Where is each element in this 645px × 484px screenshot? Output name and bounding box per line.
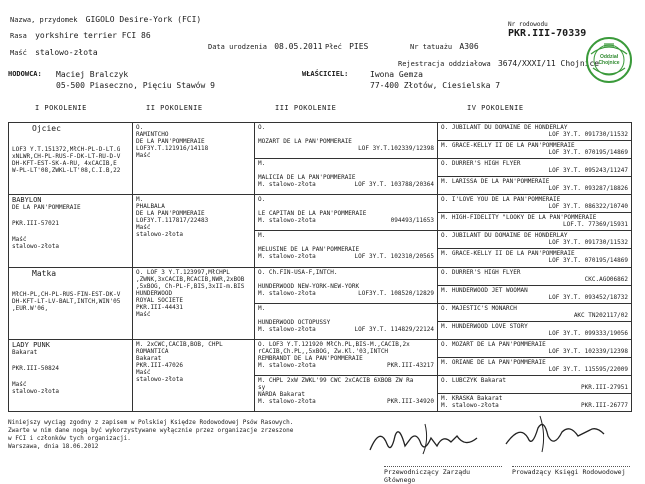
ancestor-line: Maść <box>12 236 27 244</box>
registration-number: LOF 3Y.T.102339/12398 <box>358 145 434 152</box>
ancestor-line: ,EUR.W'06, <box>12 304 49 312</box>
breed-label: Rasa <box>10 32 27 40</box>
gen4-reg-row <box>441 239 628 246</box>
signature-registrar <box>500 414 610 454</box>
ancestor-line: PKR.III-47026 <box>136 361 183 369</box>
gen1-cell <box>9 123 133 195</box>
owner-name: Iwona Gemza <box>370 70 423 79</box>
sire-dam-line: O. Ch.FIN-USA-F,INTCH. <box>258 268 338 276</box>
ancestor-color: M. stalowo-złota <box>258 361 316 369</box>
gen4-cell <box>438 267 632 285</box>
pedigree-number: PKR.III-70339 <box>508 28 587 39</box>
gen3-cell <box>255 231 438 267</box>
gen4-reg-row <box>441 185 628 192</box>
gen4-row <box>441 377 628 384</box>
gen4-reg-row <box>441 294 628 301</box>
gen4-reg-row <box>441 221 628 228</box>
ancestor-line: W-PL-LT'08,ZWKL-LT'08,C.I.B,22 <box>12 167 121 174</box>
registration-number: AKC TN202117/02 <box>573 311 628 319</box>
registration-number: PKR.III-26777 <box>581 401 628 409</box>
registration-number: LOF 3Y.T. 091730/11532 <box>548 131 628 138</box>
registration-number: LOF 3Y.T. 091730/11532 <box>548 239 628 247</box>
gen4-cell <box>438 213 632 231</box>
sire-dam-line: O. <box>258 124 266 131</box>
registration-number: LOF 3Y.T. 093452/18732 <box>548 293 628 301</box>
birth-date-label: Data urodzenia <box>208 43 268 51</box>
sire-dam-line: M. <box>258 304 266 312</box>
gen4-reg-row <box>441 312 628 319</box>
ancestor-name: O. MOZART DE LA PAN'POMMERAIE <box>441 340 546 348</box>
ancestor-name: MALICIA DE LA PAN'POMMERAIE <box>258 174 356 182</box>
registration-number: LOF 3Y.T. 070195/14869 <box>548 257 628 265</box>
tattoo <box>410 42 479 51</box>
ancestor-color: M. stalowo-złota <box>258 397 316 405</box>
ancestor-line: stalowo-złota <box>136 375 183 383</box>
sex-value: PIES <box>349 42 369 51</box>
ancestor-name: O. MAJESTIC'S MONARCH <box>441 304 517 312</box>
gen1-cell <box>9 267 133 339</box>
signature-label-registrar: Prowadzący Księgi Rodowodowej <box>512 466 630 476</box>
ancestor-name: O. DURRER'S HIGH FLYER <box>441 268 521 276</box>
gen4-reg-row <box>441 366 628 373</box>
gen4-row <box>441 305 628 312</box>
registration-number: LOF.T. 77369/15931 <box>562 221 628 229</box>
gen2-cell <box>133 267 255 339</box>
name-row <box>10 15 201 24</box>
ancestor-name: LE CAPITAN DE LA PAN'POMMERAIE <box>258 210 367 218</box>
color-reg-row <box>258 145 434 152</box>
breeder-address: 05-500 Piaseczno, Pięciu Stawów 9 <box>56 81 215 90</box>
ancestor-line: O. <box>136 124 144 131</box>
gen3-cell <box>255 303 438 339</box>
color-label: Maść <box>10 49 27 57</box>
ancestor-line: stalowo-złota <box>12 243 59 251</box>
breeder-label: HODOWCA: <box>8 70 42 78</box>
gen4-row <box>441 214 628 221</box>
owner-address: 77-400 Złotów, Ciesielska 7 <box>370 81 501 90</box>
seal-text: Oddział Chojnice <box>598 54 620 66</box>
gen4-reg-row <box>441 384 628 391</box>
spacer <box>258 276 434 283</box>
sire-dam-line: M. CHPL 2xW ZWKL'99 CWC 2xCACIB 6XBOB ZW Ra <box>258 376 414 384</box>
gen4-reg-row <box>441 348 628 355</box>
registration-number: LOF 3Y.T. 093287/18826 <box>548 185 628 193</box>
gen4-row <box>441 269 628 276</box>
gen4-cell <box>438 339 632 357</box>
column-header-gen4: IV POKOLENIE <box>467 104 524 112</box>
gen4-cell <box>438 393 632 411</box>
spacer <box>258 203 434 210</box>
gen4-cell <box>438 177 632 195</box>
tattoo-label: Nr tatuażu <box>410 43 453 51</box>
gen4-cell <box>438 321 632 339</box>
gen4-cell <box>438 123 632 141</box>
spacer <box>258 312 434 319</box>
ancestor-line: M. 2xCWC,CACIB,BOB, CHPL <box>136 340 223 348</box>
ancestor-line: Bakarat <box>12 348 38 356</box>
registration-number: 094493/11653 <box>390 217 434 225</box>
registration-number: LOF 3Y.T. 086322/10740 <box>548 203 628 211</box>
color-reg-row <box>258 326 434 333</box>
registration-number: LOF 3Y.T. 095243/11247 <box>548 167 628 175</box>
ancestor-line: DH-KFT-EST-SK-A-RU, 4xCACIB,E <box>12 160 117 167</box>
ancestor-name: NARDA Bakarat <box>258 390 305 398</box>
gen4-cell <box>438 303 632 321</box>
ancestor-name: O. I'LOVE YOU DE LA PAN'POMMERAIE <box>441 196 561 204</box>
registration-number: LOF 3Y.T. 114829/22124 <box>354 325 434 333</box>
ancestor-color: M. stalowo-złota <box>258 253 316 261</box>
gen3-cell <box>255 339 438 375</box>
gen3-cell <box>255 267 438 303</box>
column-header-gen3: III POKOLENIE <box>275 104 337 112</box>
gen4-reg-row <box>441 276 628 283</box>
gen4-row <box>441 232 628 239</box>
ancestor-name: REMBRANDT DE LA PAN'POMMERAIE <box>258 354 363 362</box>
ancestor-line: ROMANTICA <box>136 347 169 355</box>
ancestor-line: LOF3 Y.T.151372,MłCH-PL-D-LT.G <box>12 146 121 153</box>
registration-number: PKR.III-27951 <box>581 383 628 391</box>
ancestor-name: M. HIGH-FIDELITY "LOOKY DE LA PAN'POMMERAIE <box>441 214 597 222</box>
footer-date: Warszawa, dnia 18.06.2012 <box>8 443 99 450</box>
footer-line-2: Zwarte w nim dane nogą być wykorzystywane wyłącznie przez organizacje zrzeszone <box>8 427 294 434</box>
registration-number: LOF 3Y.T. 102310/20565 <box>354 253 434 261</box>
spacer <box>258 239 434 246</box>
gen4-cell <box>438 231 632 249</box>
ancestor-name: LADY PUNK <box>12 340 50 349</box>
sire-dam-line: M. <box>258 160 266 168</box>
registration-label: Rejestracja oddziałowa <box>398 60 491 68</box>
color-reg-row <box>258 398 434 405</box>
branch-seal <box>585 36 633 84</box>
gen4-cell <box>438 285 632 303</box>
gen4-row <box>441 250 628 257</box>
gen3-cell <box>255 195 438 231</box>
gen3-cell <box>255 123 438 159</box>
ancestor-line: stalowo-złota <box>12 387 59 395</box>
gen4-row <box>441 359 628 366</box>
ancestor-line: xNLWR,CH-PL-RUS-F-DK-LT-RU-D-V <box>12 153 121 160</box>
gen3-cell <box>255 375 438 411</box>
registration-number: CKC.AGO06862 <box>584 275 628 283</box>
gen4-cell <box>438 249 632 267</box>
spacer <box>258 167 434 174</box>
birth-date <box>208 42 322 51</box>
ancestor-color: M. stalowo-złota <box>258 325 316 333</box>
ancestor-line: PKR.III-50824 <box>12 364 59 372</box>
ancestor-line: Maść <box>136 224 151 232</box>
ancestor-line: Maść <box>136 152 151 159</box>
color-reg-row <box>258 181 434 188</box>
pedigree-table <box>8 122 632 412</box>
ancestor-name: O. JUBILANT DU DOMAINE DE HONDERLAY <box>441 124 568 131</box>
color-reg-row <box>258 253 434 260</box>
ancestor-color: M. stalowo-złota <box>258 217 316 225</box>
ancestor-line: DE LA PAN'POMMERAIE <box>12 204 81 212</box>
pedigree-row <box>9 195 632 213</box>
sex-label: Płeć <box>325 43 342 51</box>
ancestor-name: HUNDERWOOD NEW-YORK-NEW-YORK <box>258 282 360 290</box>
color-reg-row <box>258 362 434 369</box>
ancestor-name: M. HUNDERWOOD LOVE STORY <box>441 322 528 330</box>
gen4-row <box>441 395 628 402</box>
ancestor-line: ,5xBOG, Ch-PL-F,BIS,3xII-m.BIS <box>136 282 245 290</box>
ancestor-name: MOZART DE LA PAN'POMMERAIE <box>258 138 352 145</box>
ancestor-line: HUNDERWOOD <box>136 289 173 297</box>
ancestor-line: LOF3Y.T.121916/14118 <box>136 145 209 152</box>
breeder-name: Maciej Bralczyk <box>56 70 129 79</box>
gen4-row <box>441 341 628 348</box>
gen4-cell <box>438 195 632 213</box>
pedigree-row <box>9 339 632 357</box>
gen4-row <box>441 178 628 185</box>
pedigree-number-label: Nr rodowodu <box>508 21 548 28</box>
color-reg-row <box>258 217 434 224</box>
dog-name: GIGOLO Desire-York (FCI) <box>85 15 202 24</box>
footer-line-1: Niniejszy wyciąg zgodny z zapisem w Polskiej Księdze Rodowodowej Psów Rasowych. <box>8 419 294 426</box>
gen4-row <box>441 196 628 203</box>
gen2-cell <box>133 195 255 267</box>
ancestor-line: LOF3Y.T.117817/22483 <box>136 217 209 225</box>
color-reg-row <box>258 290 434 297</box>
ancestor-line: MłCH-PL,CH-PL-RUS-FIN-EST-DK-V <box>12 290 121 298</box>
ancestor-name: M. LARISSA DE LA PAN'POMMERAIE <box>441 178 550 186</box>
birth-date-value: 08.05.2011 <box>274 42 323 51</box>
ancestor-name: M. GRACE-KELLY II DE LA PAN'POMMERAIE <box>441 142 575 150</box>
pedigree-row <box>9 267 632 285</box>
signature-label-chairman: Przewodniczący Zarządu Głównego <box>384 466 502 484</box>
signature-chairman <box>365 418 495 458</box>
ancestor-color: M. stalowo-złota <box>441 401 499 409</box>
ancestor-line: DE LA PAN'POMMERAIE <box>136 210 205 218</box>
registration-value: 3674/XXXI/11 Chojnice <box>497 59 600 68</box>
ancestor-line: PKR.III-44431 <box>136 303 183 311</box>
ancestor-name: O. LUBCZYK Bakarat <box>441 376 507 384</box>
ancestor-name: M. GRACE-KELLY II DE LA PAN'POMMERAIE <box>441 250 575 258</box>
ancestor-name: MELUSINE DE LA PAN'POMMERAIE <box>258 246 360 254</box>
gen4-cell <box>438 159 632 177</box>
gen4-reg-row <box>441 131 628 138</box>
gen4-row <box>441 287 628 294</box>
ancestor-line: ROYAL SOCIETE <box>136 296 183 304</box>
ancestor-line: Maść <box>12 380 27 388</box>
ancestor-line: DH-KFT-LT-LV-BALT,INTCH,WIN'05 <box>12 297 121 305</box>
ancestor-line: O. LOF 3 Y.T.123997,MłCHPL <box>136 268 230 276</box>
gen4-reg-row <box>441 257 628 264</box>
parent-role: Matka <box>32 268 57 278</box>
column-header-gen1: I POKOLENIE <box>35 104 87 112</box>
gen1-cell <box>9 339 133 411</box>
registration-number: LOF3Y.T. 108520/12829 <box>358 289 434 297</box>
ancestor-name: M. ORIANE DE LA PAN'POMMERAIE <box>441 358 546 366</box>
color-value: stalowo-złota <box>35 48 98 57</box>
registration <box>398 59 599 68</box>
sire-dam-line: O. <box>258 196 266 204</box>
ancestor-line: Maść <box>136 310 151 318</box>
gen4-reg-row <box>441 149 628 156</box>
pedigree-row <box>9 123 632 141</box>
gen1-cell <box>9 195 133 267</box>
name-label: Nazwa, przydomek <box>10 16 78 24</box>
ancestor-name: BABYLON <box>12 196 42 205</box>
gen4-reg-row <box>441 402 628 409</box>
ancestor-color: M. stalowo-złota <box>258 289 316 297</box>
registration-number: LOF 3Y.T. 070195/14869 <box>548 149 628 157</box>
gen4-row <box>441 323 628 330</box>
ancestor-line: PHALBALA <box>136 203 165 211</box>
parent-role: Ojciec <box>32 124 61 133</box>
gen4-row <box>441 124 628 131</box>
ancestor-name: M. HUNDERWOOD JET WOOMAN <box>441 286 528 294</box>
sire-dam-line: O. LOF3 Y.T.121920 MłCh.PL,BIS-M.,CACIB,2x <box>258 340 410 348</box>
titles-line: sy <box>258 383 266 391</box>
gen4-row <box>441 160 628 167</box>
gen2-cell <box>133 339 255 411</box>
spacer <box>258 131 434 138</box>
tattoo-value: A306 <box>459 42 479 51</box>
registration-number: LOF 3Y.T. 102339/12398 <box>548 347 628 355</box>
ancestor-line: Bakarat <box>136 354 162 362</box>
gen4-reg-row <box>441 203 628 210</box>
ancestor-line: PKR.III-57021 <box>12 220 59 228</box>
column-header-gen2: II POKOLENIE <box>146 104 203 112</box>
gen3-cell <box>255 159 438 195</box>
gen4-cell <box>438 357 632 375</box>
gen4-row <box>441 142 628 149</box>
footer-line-3: w FCI i członków tych organizacji. <box>8 435 131 442</box>
ancestor-name: HUNDERWOOD OCTOPUSSY <box>258 318 331 326</box>
ancestor-line: DE LA PAN'POMMERAIE <box>136 138 205 145</box>
ancestor-name: O. DURRER'S HIGH FLYER <box>441 160 521 168</box>
owner-label: WŁAŚCICIEL: <box>302 70 349 78</box>
ancestor-name: M. KRASKA Bakarat <box>441 394 503 402</box>
breed-row <box>10 31 151 40</box>
gen4-reg-row <box>441 330 628 337</box>
sex <box>325 42 368 51</box>
ancestor-line: M. <box>136 196 144 204</box>
color-row <box>10 48 98 57</box>
gen2-cell <box>133 123 255 195</box>
registration-number: LOF 3Y.T. 115595/22009 <box>548 365 628 373</box>
ancestor-line: ,ZWNK,3xCACIB,RCACIB,NWR,2xBOB <box>136 275 245 283</box>
registration-number: LOF 3Y.T. 099333/19056 <box>548 329 628 337</box>
registration-number: PKR.III-43217 <box>387 361 434 369</box>
gen4-cell <box>438 375 632 393</box>
ancestor-color: M. stalowo-złota <box>258 181 316 189</box>
ancestor-name: O. JUBILANT DU DOMAINE DE HONDERLAY <box>441 232 568 240</box>
ancestor-line: stalowo-złota <box>136 231 183 239</box>
gen4-cell <box>438 141 632 159</box>
registration-number: LOF 3Y.T. 103788/20364 <box>354 181 434 189</box>
registration-number: PKR.III-34920 <box>387 397 434 405</box>
sire-dam-line: M. <box>258 232 266 240</box>
ancestor-line: RAMINTCHO <box>136 131 169 138</box>
titles-line: rCACIB,Ch.PL,,5xBOG, Zw.Kl.'03,INTCH <box>258 347 389 355</box>
ancestor-line: Maść <box>136 368 151 376</box>
gen4-reg-row <box>441 167 628 174</box>
breed-value: yorkshire terrier FCI 86 <box>35 31 151 40</box>
